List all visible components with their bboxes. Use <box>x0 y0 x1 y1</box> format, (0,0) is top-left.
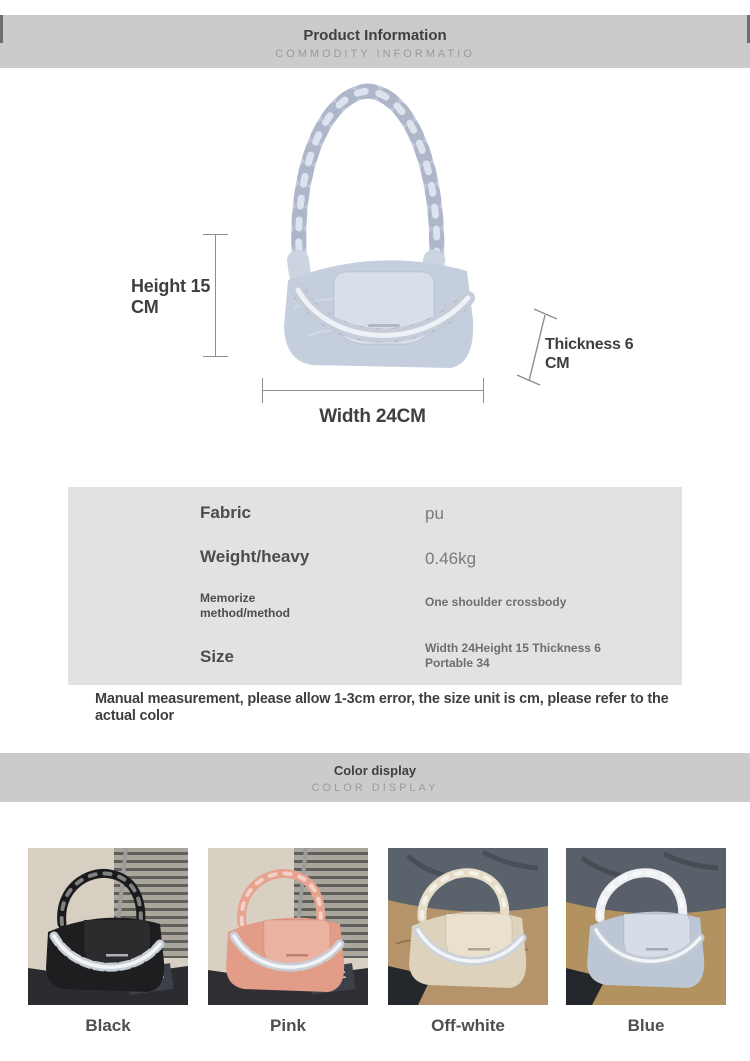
spec-label-method: Memorize method/method <box>200 591 290 620</box>
color-display-subtitle: COLOR DISPLAY <box>311 782 439 794</box>
spec-value-method: One shoulder crossbody <box>425 595 567 609</box>
colorway-image-off-white[interactable] <box>388 848 548 1005</box>
spec-table <box>68 487 682 685</box>
colorway-image-pink[interactable] <box>208 848 368 1005</box>
bag-strap <box>299 91 437 270</box>
main-product-image <box>238 78 492 378</box>
colorway-image-black[interactable] <box>28 848 188 1005</box>
colorway-label-pink: Pink <box>270 1016 306 1035</box>
product-info-header <box>0 15 750 68</box>
colorway-image-blue[interactable] <box>566 848 726 1005</box>
width-dimension-cap <box>483 378 484 403</box>
color-display-title: Color display <box>333 763 417 778</box>
brand-label <box>368 324 400 327</box>
width-dimension-cap <box>262 378 263 403</box>
spec-label-size: Size <box>200 647 235 666</box>
measurement-disclaimer: Manual measurement, please allow 1-3cm error, the size unit is cm, please refer to the actual color <box>95 691 669 724</box>
gray-jacket <box>566 848 726 914</box>
colorway-label-blue: Blue <box>627 1016 665 1035</box>
product-info-subtitle: COMMODITY INFORMATIO <box>275 48 475 60</box>
height-label: Height 15 CM <box>131 276 211 317</box>
thickness-label: Thickness 6 CM <box>545 336 634 372</box>
header-edge-mark-left <box>0 15 3 43</box>
width-label: Width 24CM <box>319 406 426 427</box>
height-dimension-cap <box>203 356 228 357</box>
width-dimension-line <box>262 390 483 391</box>
product-info-title: Product Information <box>303 27 447 44</box>
colorway-label-off-white: Off-white <box>431 1016 505 1035</box>
spec-label-fabric: Fabric <box>200 503 252 522</box>
spec-value-size: Width 24Height 15 Thickness 6 Portable 34 <box>425 641 601 670</box>
height-dimension-cap <box>203 234 228 235</box>
spec-value-weight: 0.46kg <box>425 549 477 568</box>
colorway-label-black: Black <box>85 1016 131 1035</box>
color-display-header <box>0 753 750 802</box>
spec-label-weight: Weight/heavy <box>200 547 310 566</box>
spec-value-fabric: pu <box>425 504 444 523</box>
